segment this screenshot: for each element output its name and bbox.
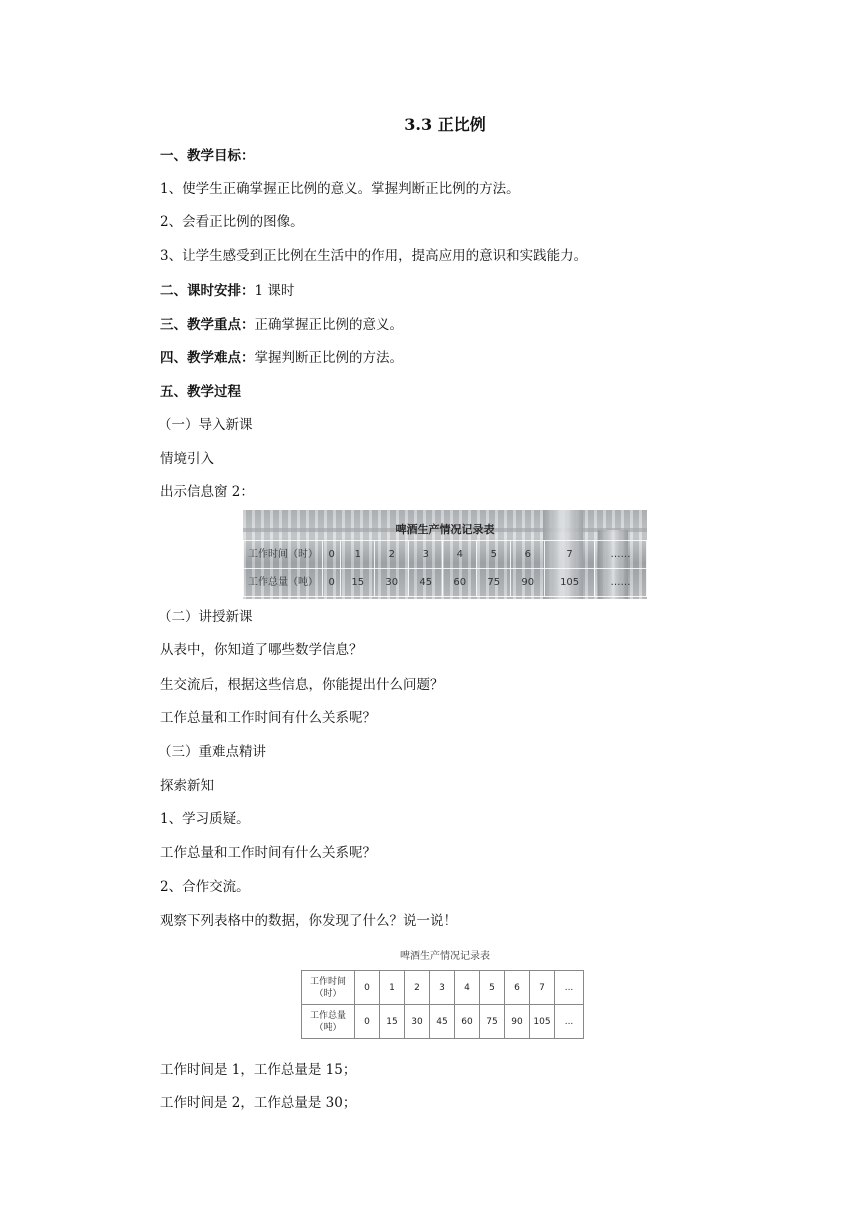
- question-4: 工作总量和工作时间有什么关系呢？: [160, 845, 376, 861]
- table-cell: 15: [380, 1005, 405, 1039]
- table-row: [302, 971, 584, 1005]
- table-head-cell: [302, 1005, 355, 1039]
- table-cell: 105: [530, 1005, 555, 1039]
- question-1: 从表中，你知道了哪些数学信息？: [160, 642, 363, 658]
- table-row: [244, 569, 647, 597]
- table-row: [244, 541, 647, 569]
- head-unit: （吨）: [314, 1022, 342, 1033]
- table-cell: ……: [594, 541, 646, 569]
- observation-2: 工作时间是 2，工作总量是 30；: [160, 1095, 357, 1111]
- schedule-value: 1 课时: [254, 283, 295, 299]
- table-cell: 105: [545, 569, 595, 597]
- key-line: [160, 316, 403, 334]
- part-3-heading: （三）重难点精讲: [158, 744, 266, 760]
- schedule-line: [160, 282, 294, 300]
- table-cell: 0: [323, 541, 341, 569]
- table-cell: 7: [530, 971, 555, 1005]
- observation-1: 工作时间是 1，工作总量是 15；: [160, 1062, 357, 1078]
- explore-text: 探索新知: [160, 778, 214, 794]
- table-cell: 5: [477, 541, 511, 569]
- table-cell: 90: [511, 569, 545, 597]
- table-cell: 4: [443, 541, 477, 569]
- table-cell: 15: [341, 569, 375, 597]
- clean-table: [301, 970, 584, 1039]
- show-info-text: 出示信息窗 2：: [160, 484, 254, 500]
- table-cell: 0: [355, 1005, 380, 1039]
- question-3: 工作总量和工作时间有什么关系呢？: [160, 710, 376, 726]
- table-cell: 2: [405, 971, 430, 1005]
- situation-text: 情境引入: [160, 451, 214, 467]
- goal-2: 2、会看正比例的图像。: [160, 214, 304, 230]
- table-cell: 4: [455, 971, 480, 1005]
- table-head-cell: 工作时间（时）: [244, 541, 323, 569]
- goals-heading: 一、教学目标：: [160, 148, 255, 164]
- table-cell: 6: [511, 541, 545, 569]
- difficulty-line: [160, 349, 403, 367]
- goal-3: 3、让学生感受到正比例在生活中的作用，提高应用的意识和实践能力。: [160, 248, 588, 264]
- table-cell: 3: [409, 541, 443, 569]
- clean-table-title: 啤酒生产情况记录表: [400, 951, 490, 962]
- schedule-label: 二、课时安排：: [160, 283, 255, 299]
- table-cell: 75: [480, 1005, 505, 1039]
- table-cell: 5: [480, 971, 505, 1005]
- goal-1: 1、使学生正确掌握正比例的意义。掌握判断正比例的方法。: [160, 181, 520, 197]
- table-cell: 3: [430, 971, 455, 1005]
- table-cell: 45: [409, 569, 443, 597]
- observe-text: 观察下列表格中的数据，你发现了什么？说一说！: [160, 913, 457, 929]
- step-1: 1、学习质疑。: [160, 811, 250, 827]
- table-cell: 75: [477, 569, 511, 597]
- head-text: 工作总量: [309, 1010, 346, 1021]
- difficulty-label: 四、教学难点：: [160, 350, 255, 366]
- key-label: 三、教学重点：: [160, 317, 255, 333]
- info-window-image: [243, 510, 647, 599]
- table-cell: 2: [375, 541, 409, 569]
- part-1-heading: （一）导入新课: [158, 417, 253, 433]
- process-heading: 五、教学过程: [160, 384, 241, 400]
- table-cell: ...: [555, 971, 584, 1005]
- photo-table: [243, 540, 647, 597]
- table-cell: ...: [555, 1005, 584, 1039]
- step-2: 2、合作交流。: [160, 879, 250, 895]
- table-cell: 30: [375, 569, 409, 597]
- table-head-cell: [302, 971, 355, 1005]
- table-cell: 7: [545, 541, 595, 569]
- photo-table-title: 啤酒生产情况记录表: [395, 523, 495, 536]
- table-cell: 90: [505, 1005, 530, 1039]
- part-2-heading: （二）讲授新课: [158, 609, 253, 625]
- table-cell: 0: [355, 971, 380, 1005]
- key-value: 正确掌握正比例的意义。: [254, 317, 403, 333]
- table-cell: 45: [430, 1005, 455, 1039]
- table-row: [302, 1005, 584, 1039]
- table-cell: 6: [505, 971, 530, 1005]
- table-cell: 1: [380, 971, 405, 1005]
- table-cell: ……: [594, 569, 646, 597]
- difficulty-value: 掌握判断正比例的方法。: [254, 350, 403, 366]
- head-unit: （时）: [314, 988, 342, 999]
- head-text: 工作时间: [309, 976, 346, 987]
- table-cell: 60: [455, 1005, 480, 1039]
- table-cell: 1: [341, 541, 375, 569]
- page-title: 3.3 正比例: [404, 115, 486, 134]
- table-cell: 60: [443, 569, 477, 597]
- table-cell: 0: [323, 569, 341, 597]
- table-head-cell: 工作总量（吨）: [244, 569, 323, 597]
- table-cell: 30: [405, 1005, 430, 1039]
- question-2: 生交流后，根据这些信息，你能提出什么问题？: [160, 677, 444, 693]
